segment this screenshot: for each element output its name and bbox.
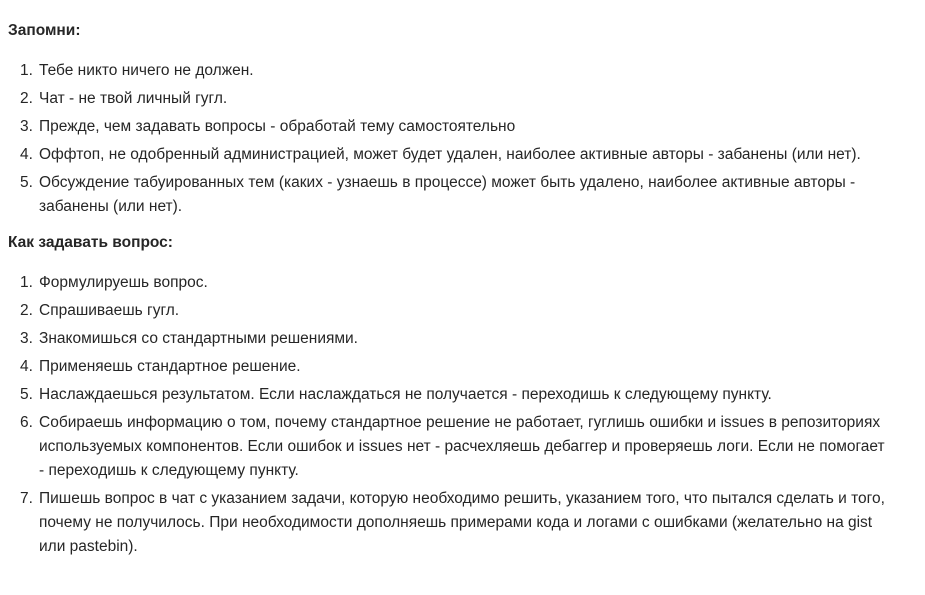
- list-item: [8, 299, 888, 323]
- item-text: Применяешь стандартное решение.: [39, 358, 301, 375]
- list-item: [8, 411, 888, 483]
- item-number: 7.: [20, 490, 33, 507]
- item-number: 1.: [20, 62, 33, 79]
- item-number: 3.: [20, 118, 33, 135]
- item-text: Собираешь информацию о том, почему стандартное решение не работает, гуглишь ошибки и issues в репозиториях используемых компонентов. Если ошибок и issues нет - расчехляешь дебаггер и проверяешь логи. Если не помогает - переходишь к следующему пункту.: [39, 414, 885, 479]
- item-number: 5.: [20, 386, 33, 403]
- item-number: 4.: [20, 146, 33, 163]
- list-item: [8, 327, 888, 351]
- item-number: 6.: [20, 414, 33, 431]
- list-item: [8, 59, 888, 83]
- rules-heading: Запомни:: [8, 22, 81, 39]
- item-text: Прежде, чем задавать вопросы - обработай тему самостоятельно: [39, 118, 516, 135]
- item-text: Спрашиваешь гугл.: [39, 302, 180, 319]
- list-item: [8, 355, 888, 379]
- list-item: [8, 87, 888, 111]
- item-number: 2.: [20, 302, 33, 319]
- howto-heading: Как задавать вопрос:: [8, 234, 173, 251]
- list-item: [8, 271, 888, 295]
- rules-list: [8, 59, 888, 219]
- item-number: 3.: [20, 330, 33, 347]
- item-number: 4.: [20, 358, 33, 375]
- list-item: [8, 171, 888, 219]
- howto-list: [8, 271, 888, 559]
- item-number: 5.: [20, 174, 33, 191]
- item-text: Чат - не твой личный гугл.: [39, 90, 228, 107]
- item-number: 2.: [20, 90, 33, 107]
- list-item: [8, 115, 888, 139]
- item-text: Пишешь вопрос в чат с указанием задачи, которую необходимо решить, указанием того, что пытался сделать и того, почему не получилось. При необходимости дополняешь примерами кода и логами с ошибками (желательно на gist или pastebin).: [39, 490, 885, 555]
- item-text: Знакомишься со стандартными решениями.: [39, 330, 358, 347]
- item-number: 1.: [20, 274, 33, 291]
- list-item: [8, 487, 888, 559]
- item-text: Наслаждаешься результатом. Если наслаждаться не получается - переходишь к следующему пункту.: [39, 386, 772, 403]
- item-text: Формулируешь вопрос.: [39, 274, 208, 291]
- item-text: Тебе никто ничего не должен.: [39, 62, 254, 79]
- item-text: Оффтоп, не одобренный администрацией, может будет удален, наиболее активные авторы - забанены (или нет).: [39, 146, 861, 163]
- list-item: [8, 383, 888, 407]
- item-text: Обсуждение табуированных тем (каких - узнаешь в процессе) может быть удалено, наиболее активные авторы - забанены (или нет).: [39, 174, 856, 215]
- list-item: [8, 143, 888, 167]
